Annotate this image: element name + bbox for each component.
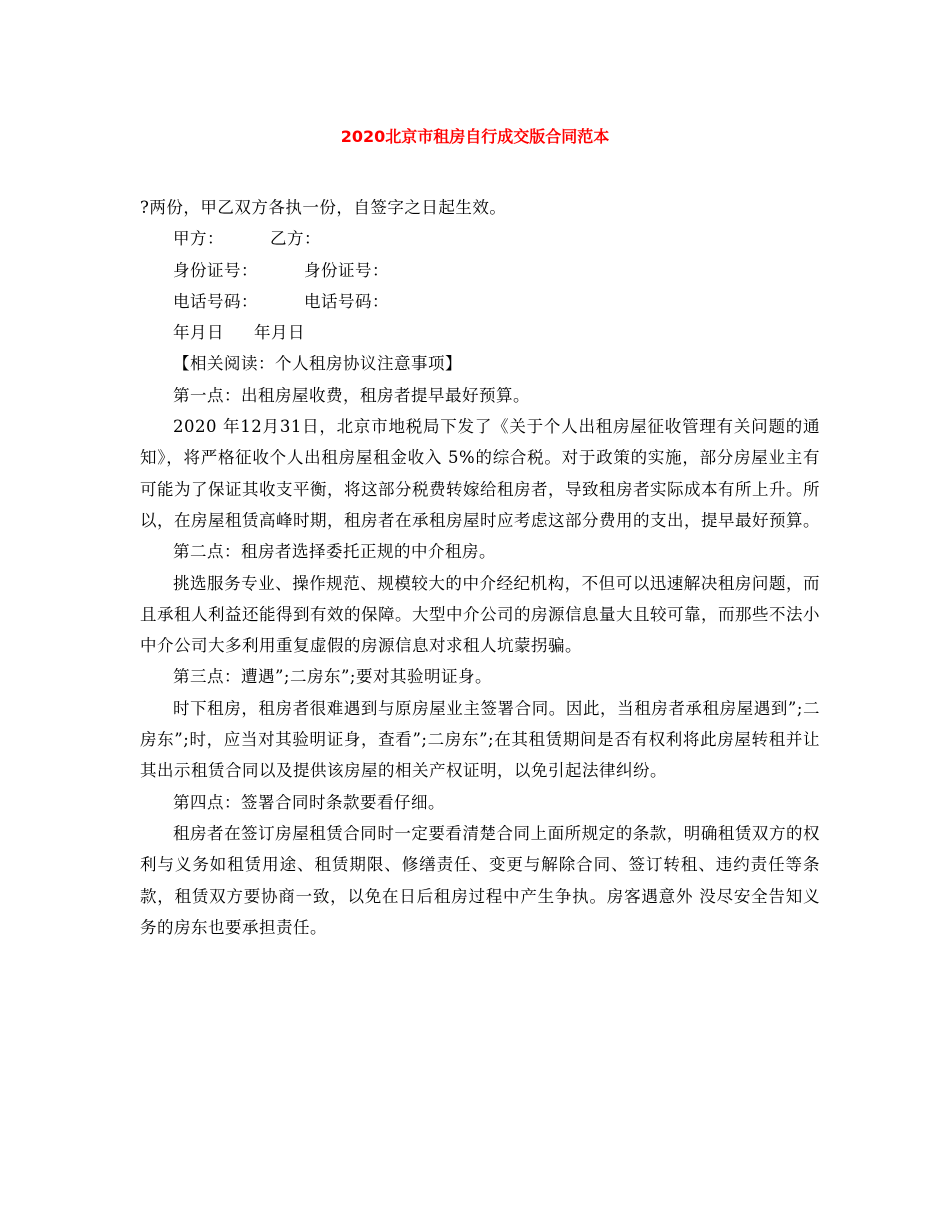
point2-heading: 第二点：租房者选择委托正规的中介租房。 bbox=[173, 542, 496, 562]
point1-heading: 第一点：出租房屋收费，租房者提早最好预算。 bbox=[173, 385, 530, 405]
signature-id-row bbox=[140, 255, 820, 286]
signature-phone-row bbox=[140, 286, 820, 317]
id-a-label: 身份证号： bbox=[173, 260, 258, 280]
phone-b-label: 电话号码： bbox=[304, 291, 389, 311]
point3-body: 时下租房，租房者很难遇到与原房屋业主签署合同。因此，当租房者承租房屋遇到”;二房东”;时，应当对其验明证身，查看”;二房东”;在其租赁期间是否有权利将此房屋转租并让其出示租赁合同以及提供该房屋的相关产权证明，以免引起法律纠纷。 bbox=[140, 698, 820, 781]
point3-heading: 第三点：遭遇”;二房东”;要对其验明证身。 bbox=[173, 667, 492, 687]
point4-heading: 第四点：签署合同时条款要看仔细。 bbox=[173, 792, 445, 812]
id-b-label: 身份证号： bbox=[304, 260, 389, 280]
signature-party-row bbox=[140, 223, 820, 254]
document-title: 2020北京市租房自行成交版合同范本 bbox=[340, 127, 610, 146]
intro-line: ?两份，甲乙双方各执一份，自签字之日起生效。 bbox=[140, 198, 507, 217]
signature-date-row bbox=[140, 317, 820, 348]
date-a-label: 年月日 bbox=[173, 323, 224, 343]
related-heading: 【相关阅读：个人租房协议注意事项】 bbox=[173, 354, 462, 374]
point4-body: 租房者在签订房屋租赁合同时一定要看清楚合同上面所规定的条款，明确租赁双方的权利与义务如租赁用途、租赁期限、修缮责任、变更与解除合同、签订转租、违约责任等条款，租赁双方要协商一致，以免在日后租房过程中产生争执。房客遇意外 没尽安全告知义务的房东也要承担责任。 bbox=[140, 823, 820, 937]
point1-body: 2020 年12月31日，北京市地税局下发了《关于个人出租房屋征收管理有关问题的通知》，将严格征收个人出租房屋租金收入 5%的综合税。对于政策的实施，部分房屋业主有可能为了保证其收支平衡，将这部分税费转嫁给租房者，导致租房者实际成本有所上升。所以，在房屋租赁高峰时期，租房者在承租房屋时应考虑这部分费用的支出，提早最好预算。 bbox=[140, 417, 820, 530]
date-b-label: 年月日 bbox=[254, 323, 305, 343]
party-b-label: 乙方： bbox=[270, 229, 321, 249]
document-body bbox=[140, 192, 820, 943]
party-a-label: 甲方： bbox=[173, 229, 224, 249]
phone-a-label: 电话号码： bbox=[173, 291, 258, 311]
point2-body: 挑选服务专业、操作规范、规模较大的中介经纪机构，不但可以迅速解决租房问题，而且承租人利益还能得到有效的保障。大型中介公司的房源信息量大且较可靠，而那些不法小中介公司大多利用重复虚假的房源信息对求租人坑蒙拐骗。 bbox=[140, 573, 820, 656]
